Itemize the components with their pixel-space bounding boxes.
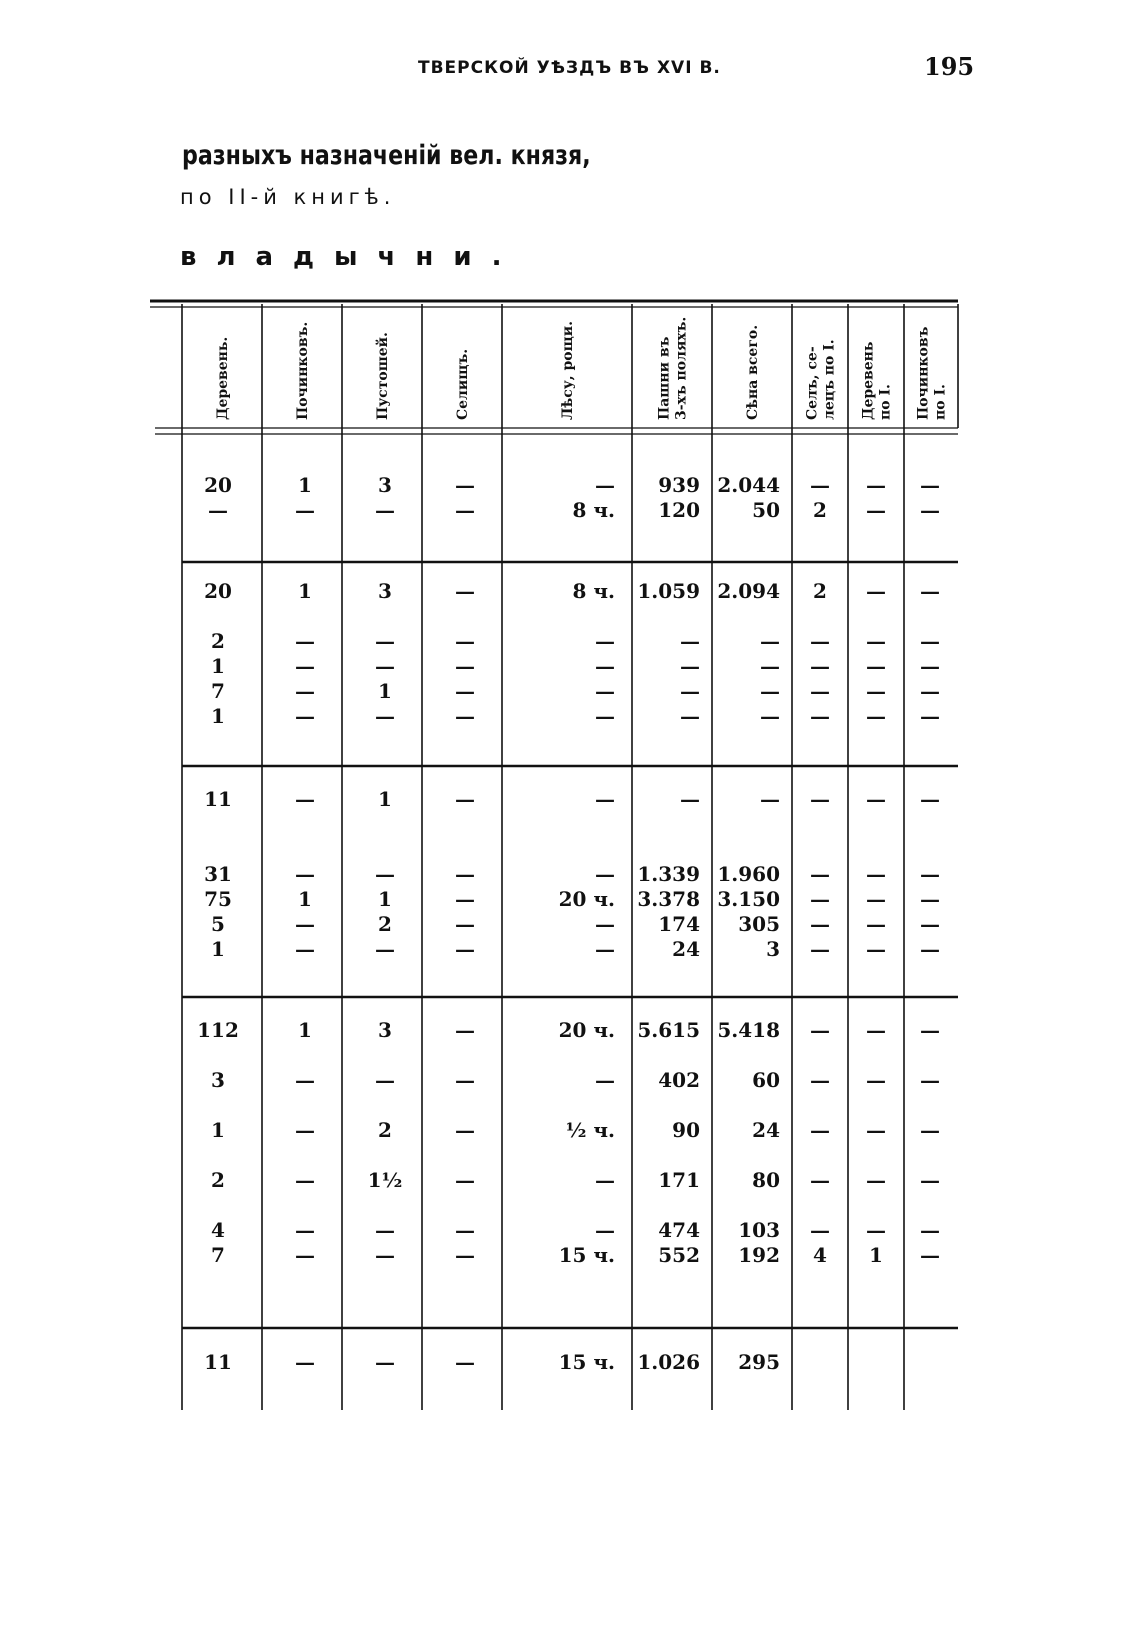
column-header: Деревень. — [215, 336, 231, 420]
table-cell: — — [595, 473, 615, 497]
table-cell: — — [866, 473, 886, 497]
table-cell: — — [920, 787, 940, 811]
table-cell: — — [810, 787, 830, 811]
table-cell: 3.378 — [637, 887, 700, 911]
table-cell: — — [295, 937, 315, 961]
table-cell: — — [595, 1068, 615, 1092]
table-cell: — — [810, 1218, 830, 1242]
table-cell: 305 — [738, 912, 780, 936]
table-cell: — — [295, 1218, 315, 1242]
column-header: Селищъ. — [455, 348, 471, 420]
table-cell: — — [866, 704, 886, 728]
table-cell: — — [595, 654, 615, 678]
table-cell: 103 — [738, 1218, 780, 1242]
table-cell: — — [866, 654, 886, 678]
table-cell: 939 — [658, 473, 700, 497]
column-header: Пустошей. — [375, 332, 391, 420]
table-cell: — — [375, 1218, 395, 1242]
table-cell: 3 — [378, 1018, 392, 1042]
table-cell: 2 — [378, 912, 392, 936]
table-cell: — — [455, 629, 475, 653]
table-cell: — — [810, 912, 830, 936]
table-cell: 1.339 — [637, 862, 700, 886]
table-cell: 1 — [378, 787, 392, 811]
column-header: лецъ по I. — [821, 339, 838, 420]
table-cell: — — [375, 937, 395, 961]
table-cell: 7 — [211, 1243, 225, 1267]
table-cell: 3 — [378, 579, 392, 603]
table-cell: 474 — [658, 1218, 700, 1242]
table-cell: — — [455, 473, 475, 497]
table-cell: — — [866, 629, 886, 653]
table-cell: — — [760, 787, 780, 811]
table-cell: 75 — [204, 887, 232, 911]
table-cell: — — [810, 1068, 830, 1092]
table-cell: — — [920, 1118, 940, 1142]
table-cell: — — [810, 937, 830, 961]
column-header: 3-хъ поляхъ. — [673, 316, 690, 420]
table-cell: — — [375, 704, 395, 728]
table-cell: 2 — [813, 579, 827, 603]
table-cell: — — [866, 1018, 886, 1042]
table-cell: 4 — [211, 1218, 225, 1242]
table-cell: 3 — [211, 1068, 225, 1092]
table-cell: — — [595, 937, 615, 961]
table-cell: 15 ч. — [558, 1243, 615, 1267]
running-title: ТВЕРСКОЙ УѢЗДЪ ВЪ XVI В. — [418, 58, 721, 78]
table-cell: — — [455, 862, 475, 886]
table-cell: — — [295, 1118, 315, 1142]
column-header: Починковъ. — [295, 321, 311, 420]
table-cell: — — [920, 1018, 940, 1042]
table-cell: 20 — [204, 473, 232, 497]
table-cell: — — [295, 787, 315, 811]
table-cell: — — [760, 704, 780, 728]
table-cell: 3 — [378, 473, 392, 497]
table-cell: 7 — [211, 679, 225, 703]
table-cell: 2.094 — [717, 579, 780, 603]
category-heading: владычни. — [180, 242, 522, 272]
table-cell: — — [295, 679, 315, 703]
table-cell: — — [760, 679, 780, 703]
table-cell: — — [680, 629, 700, 653]
table-cell: — — [595, 679, 615, 703]
table-cell: — — [810, 679, 830, 703]
table-cell: — — [920, 1068, 940, 1092]
table-cell: — — [455, 1243, 475, 1267]
table-cell: — — [920, 654, 940, 678]
table-cell: — — [920, 1168, 940, 1192]
table-cell: — — [810, 654, 830, 678]
column-header: по I. — [877, 384, 894, 420]
table-cell: — — [455, 654, 475, 678]
table-cell: — — [295, 1168, 315, 1192]
table-cell: — — [455, 937, 475, 961]
table-cell: — — [920, 629, 940, 653]
table-cell: — — [810, 1168, 830, 1192]
table-cell: 2 — [211, 1168, 225, 1192]
table-cell: — — [920, 704, 940, 728]
table-cell: — — [866, 1068, 886, 1092]
table-cell: 1 — [211, 937, 225, 961]
table-cell: — — [595, 1218, 615, 1242]
table-cell: — — [920, 579, 940, 603]
table-cell: — — [295, 704, 315, 728]
table-cell: — — [920, 912, 940, 936]
table-cell: 20 ч. — [558, 887, 615, 911]
table-cell: — — [375, 629, 395, 653]
table-cell: 90 — [672, 1118, 700, 1142]
table-cell: — — [295, 1350, 315, 1374]
table-cell: — — [920, 473, 940, 497]
table-cell: 5.615 — [637, 1018, 700, 1042]
table-cell: 112 — [197, 1018, 239, 1042]
table-cell: — — [595, 912, 615, 936]
table-cell: 50 — [752, 498, 780, 522]
table-cell: — — [866, 862, 886, 886]
table-cell: — — [455, 1218, 475, 1242]
table-cell: 8 ч. — [572, 498, 615, 522]
page-number: 195 — [924, 52, 975, 81]
table-cell: 11 — [204, 787, 232, 811]
table-cell: — — [595, 629, 615, 653]
table-cell: — — [920, 498, 940, 522]
table-cell: — — [810, 887, 830, 911]
table-cell: — — [595, 787, 615, 811]
table-cell: — — [680, 787, 700, 811]
table-cell: 171 — [658, 1168, 700, 1192]
table-cell: — — [680, 654, 700, 678]
table-cell: 1 — [298, 1018, 312, 1042]
table-cell: 31 — [204, 862, 232, 886]
column-header: Починковъ — [915, 326, 932, 420]
table-cell: — — [375, 654, 395, 678]
table-cell: — — [455, 887, 475, 911]
table-cell: — — [595, 862, 615, 886]
table-cell: 295 — [738, 1350, 780, 1374]
table-cell: — — [455, 1018, 475, 1042]
table-cell: — — [920, 862, 940, 886]
table-cell: 1.026 — [637, 1350, 700, 1374]
table-cell: — — [680, 704, 700, 728]
table-cell: — — [866, 787, 886, 811]
table-cell: 2 — [378, 1118, 392, 1142]
table-cell: — — [760, 654, 780, 678]
table-cell: — — [760, 629, 780, 653]
table-cell: — — [375, 1350, 395, 1374]
table-cell: — — [295, 654, 315, 678]
table-cell: — — [295, 912, 315, 936]
section-heading: разныхъ назначеній вел. князя, — [182, 140, 591, 171]
table-cell: 3 — [766, 937, 780, 961]
table-cell: — — [455, 1068, 475, 1092]
table-cell: — — [866, 579, 886, 603]
table-cell: 2 — [211, 629, 225, 653]
table-cell: 80 — [752, 1168, 780, 1192]
table-cell: — — [866, 1218, 886, 1242]
table-cell: — — [455, 579, 475, 603]
table-cell: ½ ч. — [565, 1118, 615, 1142]
table-cell: 1 — [298, 473, 312, 497]
table-cell: 1 — [211, 704, 225, 728]
table-cell: 5.418 — [717, 1018, 780, 1042]
column-header: Сѣна всего. — [745, 324, 761, 420]
table-cell: — — [455, 1118, 475, 1142]
table-cell: — — [866, 887, 886, 911]
table-cell: — — [866, 679, 886, 703]
table-cell: — — [455, 1350, 475, 1374]
table-cell: 15 ч. — [558, 1350, 615, 1374]
table-cell: — — [375, 1243, 395, 1267]
table-cell: — — [455, 912, 475, 936]
column-header: Пашни въ — [656, 336, 673, 420]
table-cell: — — [455, 498, 475, 522]
table-cell: — — [866, 1118, 886, 1142]
table-cell: 24 — [752, 1118, 780, 1142]
table-cell: 20 ч. — [558, 1018, 615, 1042]
table-cell: 4 — [813, 1243, 827, 1267]
table-cell: 402 — [658, 1068, 700, 1092]
table-cell: 1 — [298, 887, 312, 911]
table-cell: — — [866, 912, 886, 936]
table-cell: — — [810, 1018, 830, 1042]
table-cell: 11 — [204, 1350, 232, 1374]
table-cell: — — [810, 704, 830, 728]
table-cell: 1 — [869, 1243, 883, 1267]
table-cell: — — [455, 704, 475, 728]
table-cell: — — [455, 679, 475, 703]
table-cell: 1.059 — [637, 579, 700, 603]
table-cell: 1.960 — [717, 862, 780, 886]
table-cell: 2.044 — [717, 473, 780, 497]
table-cell: — — [680, 679, 700, 703]
table-cell: 1 — [211, 1118, 225, 1142]
table-cell: — — [295, 1068, 315, 1092]
table-cell: 120 — [658, 498, 700, 522]
table-cell: — — [810, 473, 830, 497]
table-cell: — — [920, 937, 940, 961]
table-cell: — — [866, 498, 886, 522]
table-cell: — — [920, 887, 940, 911]
table-cell: — — [920, 1243, 940, 1267]
table-cell: 552 — [658, 1243, 700, 1267]
table-cell: 60 — [752, 1068, 780, 1092]
table-cell: 3.150 — [717, 887, 780, 911]
table-cell: — — [375, 862, 395, 886]
table-cell: — — [810, 862, 830, 886]
column-header: по I. — [932, 384, 949, 420]
table-cell: — — [810, 629, 830, 653]
table-cell: 174 — [658, 912, 700, 936]
table-cell: — — [866, 1168, 886, 1192]
table-cell: — — [295, 498, 315, 522]
table-cell: 1 — [378, 887, 392, 911]
table-cell: 1 — [211, 654, 225, 678]
table-cell: 8 ч. — [572, 579, 615, 603]
table-cell: — — [375, 1068, 395, 1092]
section-subheading: по II-й книгѣ. — [180, 185, 396, 209]
table-cell: — — [866, 937, 886, 961]
table-cell: 5 — [211, 912, 225, 936]
column-header: Деревень — [860, 341, 877, 420]
column-header: Лѣсу, рощи. — [560, 321, 576, 420]
table-cell: 24 — [672, 937, 700, 961]
table-cell: — — [595, 1168, 615, 1192]
table-cell: 20 — [204, 579, 232, 603]
table-cell: — — [295, 1243, 315, 1267]
table-cell: 2 — [813, 498, 827, 522]
table-cell: — — [295, 629, 315, 653]
table-cell: — — [810, 1118, 830, 1142]
table-cell: — — [920, 1218, 940, 1242]
table-cell: 1 — [298, 579, 312, 603]
table-cell: — — [920, 679, 940, 703]
table-cell: — — [295, 862, 315, 886]
table-cell: — — [455, 1168, 475, 1192]
table-cell: — — [595, 704, 615, 728]
table-cell: 1 — [378, 679, 392, 703]
table-cell: 192 — [738, 1243, 780, 1267]
table-cell: 1½ — [367, 1168, 403, 1192]
column-header: Селъ, се- — [804, 346, 821, 420]
table-cell: — — [375, 498, 395, 522]
table-cell: — — [455, 787, 475, 811]
table-cell: — — [208, 498, 228, 522]
